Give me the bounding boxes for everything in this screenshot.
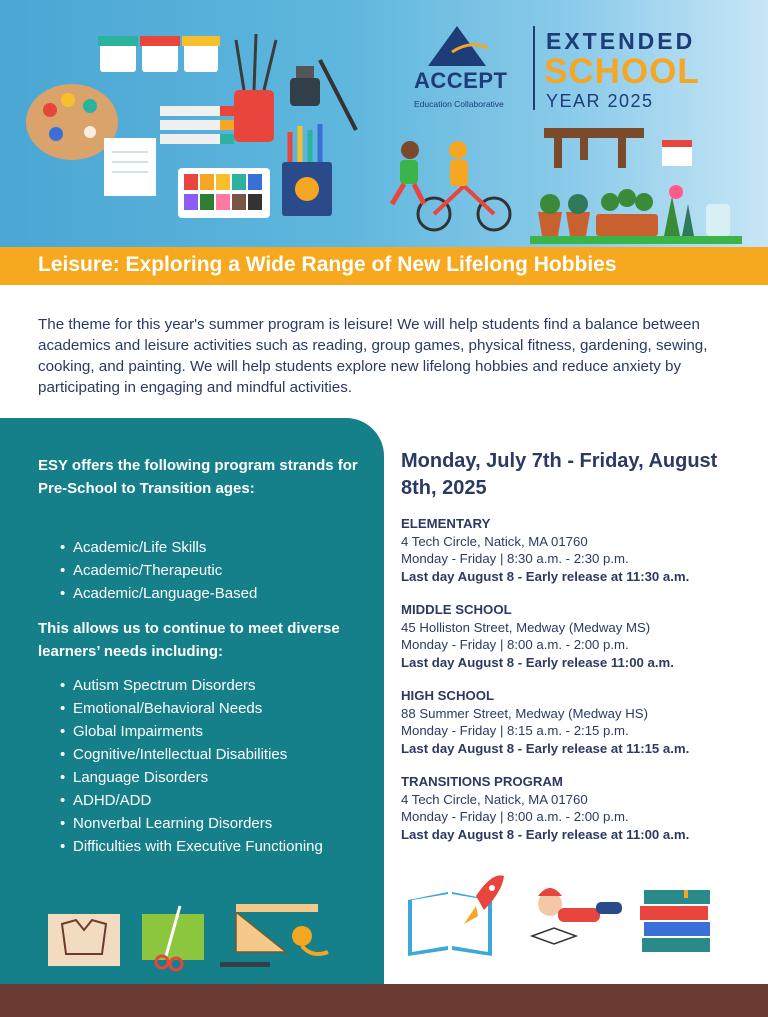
- needs-heading: This allows us to continue to meet diverse learners’ needs including:: [38, 620, 340, 660]
- esy-title-line3: YEAR 2025: [546, 91, 654, 111]
- footer-bar: [0, 984, 768, 1017]
- program-hours: Monday - Friday | 8:15 a.m. - 2:15 p.m.: [401, 723, 629, 738]
- program-address: 4 Tech Circle, Natick, MA 01760: [401, 791, 588, 807]
- program-last-day: Last day August 8 - Early release at 11:00 a.m.: [401, 826, 690, 842]
- esy-title-line1: EXTENDED: [546, 28, 696, 54]
- theme-banner-text: Leisure: Exploring a Wide Range of New Lifelong Hobbies: [38, 253, 617, 276]
- program-hours: Monday - Friday | 8:00 a.m. - 2:00 p.m.: [401, 637, 629, 652]
- program-last-day: Last day August 8 - Early release 11:00 a.m.: [401, 654, 674, 670]
- needs-list: [60, 674, 360, 858]
- program-last-day: Last day August 8 - Early release at 11:30 a.m.: [401, 568, 690, 584]
- program-last-day: Last day August 8 - Early release at 11:15 a.m.: [401, 740, 690, 756]
- list-item: • Academic/Therapeutic: [60, 559, 360, 582]
- program-name: ELEMENTARY: [401, 516, 491, 531]
- program-transitions: [401, 773, 751, 843]
- list-item: • Global Impairments: [60, 720, 360, 743]
- logo-subtitle: Education Collaborative: [414, 99, 504, 109]
- list-item: • Nonverbal Learning Disorders: [60, 812, 360, 835]
- intro-paragraph: The theme for this year's summer program is leisure! We will help students find a balance between academics and leisure activities such as reading, group games, physical fitness, gardening, sewing, cooking, and painting. We will help students explore new lifelong hobbies and reduce anxiety by participating in engaging and mindful activities.: [38, 316, 708, 396]
- strands-list: [60, 536, 360, 605]
- list-item: • Academic/Life Skills: [60, 536, 360, 559]
- program-elementary: [401, 515, 751, 585]
- sewing-supplies-icon: [40, 900, 340, 980]
- program-dates: Monday, July 7th - Friday, August 8th, 2025: [401, 450, 718, 499]
- reading-illustration: [400, 866, 720, 956]
- list-item: • Emotional/Behavioral Needs: [60, 697, 360, 720]
- program-address: 45 Holliston Street, Medway (Medway MS): [401, 619, 651, 635]
- program-address: 88 Summer Street, Medway (Medway HS): [401, 705, 648, 721]
- program-high-school: [401, 687, 751, 757]
- program-hours: Monday - Friday | 8:00 a.m. - 2:00 p.m.: [401, 809, 629, 824]
- program-name: MIDDLE SCHOOL: [401, 602, 512, 617]
- list-item: • Language Disorders: [60, 766, 360, 789]
- list-item: • Autism Spectrum Disorders: [60, 674, 360, 697]
- list-item: • Difficulties with Executive Functioning: [60, 835, 360, 858]
- program-name: HIGH SCHOOL: [401, 688, 495, 703]
- logo-name: ACCEPT: [414, 68, 508, 93]
- list-item: • Cognitive/Intellectual Disabilities: [60, 743, 360, 766]
- list-item: • ADHD/ADD: [60, 789, 360, 812]
- program-hours: Monday - Friday | 8:30 a.m. - 2:30 p.m.: [401, 551, 629, 566]
- program-middle-school: [401, 601, 751, 671]
- program-name: TRANSITIONS PROGRAM: [401, 774, 563, 789]
- program-address: 4 Tech Circle, Natick, MA 01760: [401, 533, 588, 549]
- list-item: • Academic/Language-Based: [60, 582, 360, 605]
- esy-title-line2: SCHOOL: [544, 52, 700, 91]
- strands-heading: ESY offers the following program strands for Pre-School to Transition ages:: [38, 457, 358, 497]
- logo-divider: [533, 26, 535, 110]
